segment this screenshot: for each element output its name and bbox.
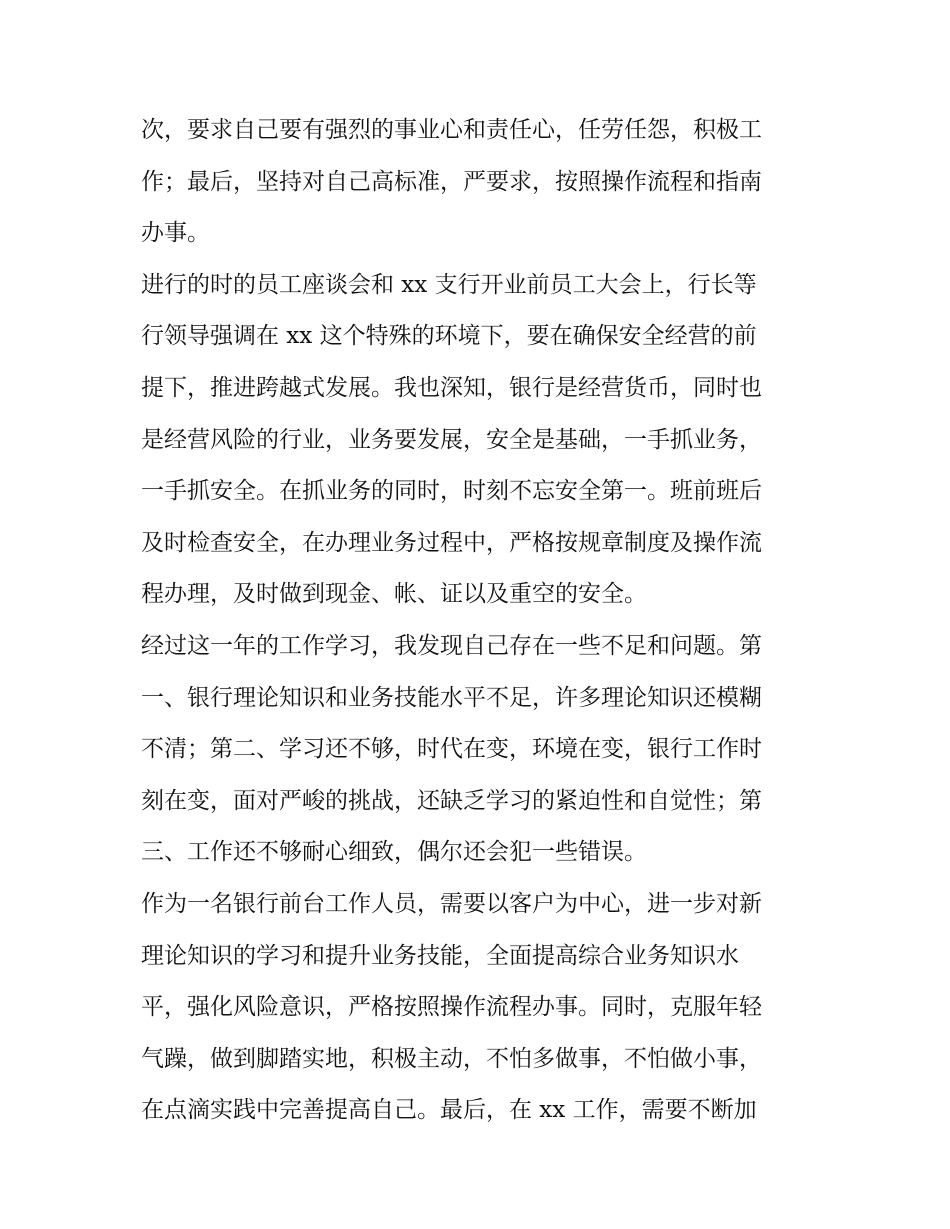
text-line: 次，要求自己要有强烈的事业心和责任心，任劳任怨，积极工 <box>141 117 762 143</box>
text-line: 程办理，及时做到现金、帐、证以及重空的安全。 <box>141 581 647 608</box>
text-line: 办事。 <box>141 220 210 247</box>
text-line: 刻在变，面对严峻的挑战，还缺乏学习的紧迫性和自觉性；第 <box>141 787 762 814</box>
text-line: 提下，推进跨越式发展。我也深知，银行是经营货币，同时也 <box>141 374 762 401</box>
body-text <box>141 105 821 1137</box>
text-line: 理论知识的学习和提升业务技能，全面提高综合业务知识水 <box>141 942 739 969</box>
text-line: 及时检查安全，在办理业务过程中，严格按规章制度及操作流 <box>141 529 762 556</box>
text-line: 作；最后，坚持对自己高标准，严要求，按照操作流程和指南 <box>141 168 762 195</box>
text-line: 经过这一年的工作学习，我发现自己存在一些不足和问题。第 <box>141 632 762 659</box>
text-line: 气躁，做到脚踏实地，积极主动，不怕多做事，不怕做小事， <box>141 1045 762 1072</box>
text-line: 作为一名银行前台工作人员，需要以客户为中心，进一步对新 <box>141 890 762 917</box>
text-line: 行领导强调在 xx 这个特殊的环境下，要在确保安全经营的前 <box>141 323 757 350</box>
text-line: 三、工作还不够耐心细致，偶尔还会犯一些错误。 <box>141 839 647 866</box>
text-line: 一手抓安全。在抓业务的同时，时刻不忘安全第一。班前班后 <box>141 478 762 505</box>
text-line: 平，强化风险意识，严格按照操作流程办事。同时，克服年轻 <box>141 994 762 1021</box>
text-line: 在点滴实践中完善提高自己。最后，在 xx 工作，需要不断加 <box>141 1097 757 1124</box>
text-line: 是经营风险的行业，业务要发展，安全是基础，一手抓业务， <box>141 426 762 453</box>
text-line: 不清；第二、学习还不够，时代在变，环境在变，银行工作时 <box>141 736 762 763</box>
text-line: 一、银行理论知识和业务技能水平不足，许多理论知识还模糊 <box>141 684 762 711</box>
text-line: 进行的时的员工座谈会和 xx 支行开业前员工大会上，行长等 <box>141 271 757 298</box>
